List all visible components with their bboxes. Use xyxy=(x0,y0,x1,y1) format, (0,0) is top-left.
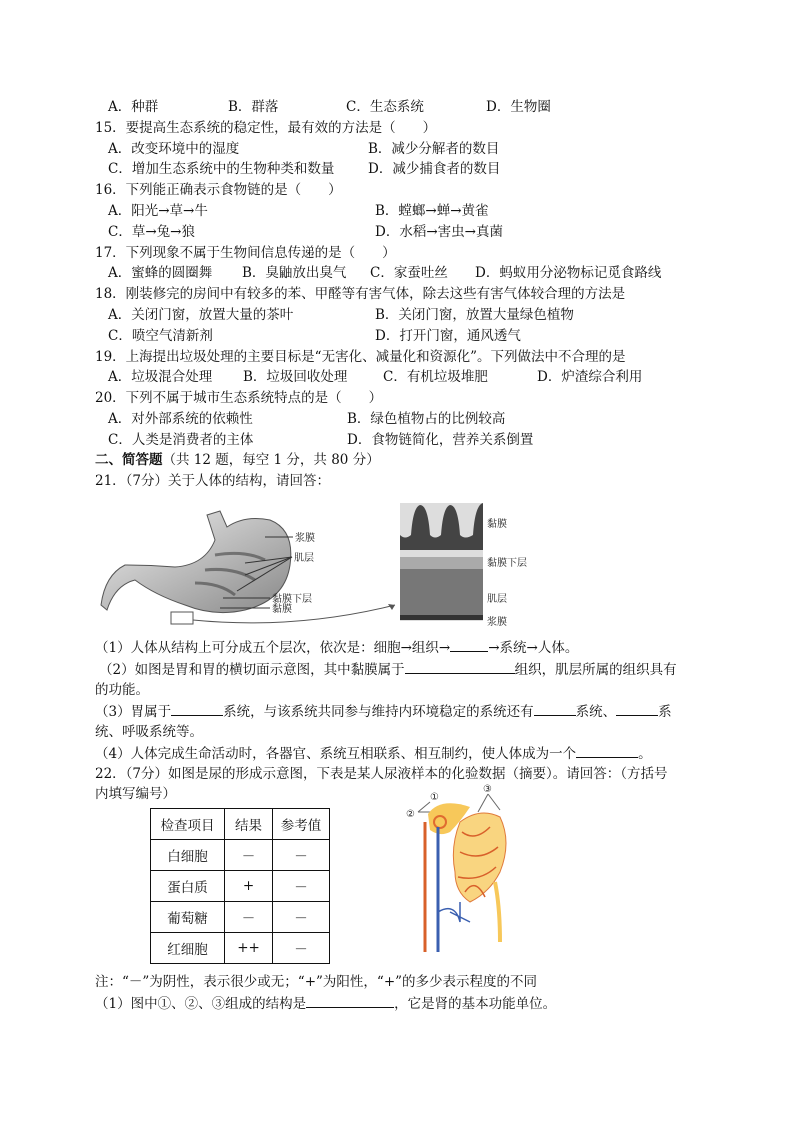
answer-blank[interactable] xyxy=(576,743,638,758)
q21-part2-cont: 的功能。 xyxy=(95,682,149,698)
q16-option-b: B．螳螂→蝉→黄雀 xyxy=(375,203,489,219)
q18-option-a: A．关闭门窗，放置大量的茶叶 xyxy=(108,307,294,323)
answer-blank[interactable] xyxy=(171,701,223,716)
cell-result: ++ xyxy=(225,933,273,964)
q15-option-b: B．减少分解者的数目 xyxy=(368,141,500,157)
table-row xyxy=(151,902,330,933)
q20-stem: 20．下列不属于城市生态系统特点的是（ ） xyxy=(95,390,383,406)
q22-stem-line2: 内填写编号） xyxy=(95,786,176,802)
stomach-figure xyxy=(95,495,545,630)
nephron-label-2: ② xyxy=(406,809,415,820)
q18-option-d: D．打开门窗，通风透气 xyxy=(375,328,521,344)
q21-part1 xyxy=(95,637,578,658)
q21-p2-text: （2）如图是胃和胃的横切面示意图，其中黏膜属于 xyxy=(99,662,405,678)
answer-blank[interactable] xyxy=(534,701,576,716)
q22-p1-text-end: ，它是肾的基本功能单位。 xyxy=(394,996,557,1012)
stomach-label-serosa: 浆膜 xyxy=(295,533,315,544)
cell-reference: － xyxy=(273,902,330,933)
q14-option-a: A．种群 xyxy=(108,99,159,115)
answer-blank[interactable] xyxy=(616,701,658,716)
q21-p2-text-end: 组织，肌层所属的组织具有 xyxy=(514,662,677,678)
q14-option-b: B．群落 xyxy=(228,99,279,115)
header-reference: 参考值 xyxy=(273,809,330,840)
q21-p1-text: （1）人体从结构上可分成五个层次，依次是：细胞→组织→ xyxy=(95,640,451,656)
tissue-label-serosa: 浆膜 xyxy=(487,617,507,628)
q19-option-b: B．垃圾回收处理 xyxy=(243,369,348,385)
q17-option-b: B．臭鼬放出臭气 xyxy=(242,265,347,281)
q22-p1-text: （1）图中①、②、③组成的结构是 xyxy=(95,996,307,1012)
q18-option-c: C．喷空气清新剂 xyxy=(108,328,213,344)
q16-option-c: C．草→兔→狼 xyxy=(108,224,195,240)
cell-result: + xyxy=(225,871,273,902)
q15-option-c: C．增加生态系统中的生物种类和数量 xyxy=(108,161,335,177)
header-item: 检查项目 xyxy=(151,809,225,840)
cell-item: 葡萄糖 xyxy=(151,902,225,933)
q19-option-c: C．有机垃圾堆肥 xyxy=(383,369,488,385)
q18-stem: 18．刚装修完的房间中有较多的苯、甲醛等有害气体，除去这些有害气体较合理的方法是 xyxy=(95,286,626,302)
q21-p3-text-end: 系 xyxy=(658,704,672,720)
section-heading xyxy=(95,450,380,470)
table-row xyxy=(151,933,330,964)
answer-blank[interactable] xyxy=(450,637,488,652)
q16-option-a: A．阳光→草→牛 xyxy=(108,203,208,219)
cell-item: 白细胞 xyxy=(151,840,225,871)
cell-reference: － xyxy=(273,840,330,871)
header-result: 结果 xyxy=(225,809,273,840)
q20-option-d: D．食物链简化，营养关系倒置 xyxy=(347,432,534,448)
stomach-label-mucosa: 黏膜 xyxy=(272,604,292,615)
cell-result: － xyxy=(225,840,273,871)
q20-option-c: C．人类是消费者的主体 xyxy=(108,432,254,448)
q15-option-d: D．减少捕食者的数目 xyxy=(368,161,501,177)
urine-test-table xyxy=(150,808,330,964)
cell-reference: － xyxy=(273,871,330,902)
tissue-label-mucosa: 黏膜 xyxy=(487,519,507,530)
nephron-label-3: ③ xyxy=(483,784,492,795)
cell-item: 蛋白质 xyxy=(151,871,225,902)
q21-part4 xyxy=(95,743,652,764)
q19-option-d: D．炉渣综合利用 xyxy=(537,369,643,385)
answer-blank[interactable] xyxy=(306,993,394,1008)
q21-p3-text-sys: 系统、 xyxy=(575,704,617,720)
tissue-label-muscle: 肌层 xyxy=(487,594,507,605)
q15-stem: 15．要提高生态系统的稳定性，最有效的方法是（ ） xyxy=(95,120,437,136)
q21-p4-text: （4）人体完成生命活动时，各器官、系统互相联系、相互制约，使人体成为一个 xyxy=(95,746,577,762)
q21-p3-text: （3）胃属于 xyxy=(95,704,172,720)
q21-part3 xyxy=(95,701,672,722)
q14-option-d: D．生物圈 xyxy=(486,99,551,115)
nephron-label-1: ① xyxy=(430,792,439,803)
stomach-label-submucosa: 黏膜下层 xyxy=(272,594,312,605)
section-title: 二、简答题 xyxy=(95,452,163,468)
q16-stem: 16．下列能正确表示食物链的是（ ） xyxy=(95,182,342,198)
q17-option-c: C．家蚕吐丝 xyxy=(370,265,448,281)
q20-option-b: B．绿色植物占的比例较高 xyxy=(347,411,506,427)
q17-stem: 17．下列现象不属于生物间信息传递的是（ ） xyxy=(95,245,396,261)
q16-option-d: D．水稻→害虫→真菌 xyxy=(375,224,503,240)
q22-table-note: 注：“－”为阴性，表示很少或无；“+”为阳性，“+”的多少表示程度的不同 xyxy=(95,974,538,990)
q17-option-a: A．蜜蜂的圆圈舞 xyxy=(108,265,213,281)
q17-option-d: D．蚂蚁用分泌物标记觅食路线 xyxy=(475,265,662,281)
q21-part3-cont: 统、呼吸系统等。 xyxy=(95,724,203,740)
q21-p1-text-end: →系统→人体。 xyxy=(488,640,579,656)
answer-blank[interactable] xyxy=(405,659,515,674)
q21-p4-text-end: 。 xyxy=(638,746,652,762)
table-header-row xyxy=(151,809,330,840)
cell-result: － xyxy=(225,902,273,933)
cell-reference: － xyxy=(273,933,330,964)
q21-p3-text-mid: 系统，与该系统共同参与维持内环境稳定的系统还有 xyxy=(223,704,534,720)
cell-item: 红细胞 xyxy=(151,933,225,964)
nephron-figure xyxy=(400,782,520,962)
tissue-label-submucosa: 黏膜下层 xyxy=(487,558,527,569)
q20-option-a: A．对外部系统的依赖性 xyxy=(108,411,253,427)
q21-stem: 21．（7分）关于人体的结构，请回答： xyxy=(95,473,331,489)
table-row xyxy=(151,871,330,902)
q19-option-a: A．垃圾混合处理 xyxy=(108,369,213,385)
stomach-label-muscle: 肌层 xyxy=(294,553,314,564)
q14-option-c: C．生态系统 xyxy=(346,99,424,115)
q22-stem-line1: 22．（7分）如图是尿的形成示意图，下表是某人尿液样本的化验数据（摘要）。请回答：（方括号 xyxy=(95,766,668,782)
section-note: （共 12 题，每空 1 分，共 80 分） xyxy=(162,452,380,468)
q22-part1 xyxy=(95,993,556,1014)
q15-option-a: A．改变环境中的湿度 xyxy=(108,141,240,157)
q19-stem: 19．上海提出垃圾处理的主要目标是“无害化、减量化和资源化”。下列做法中不合理的是 xyxy=(95,349,626,365)
table-row xyxy=(151,840,330,871)
q18-option-b: B．关闭门窗，放置大量绿色植物 xyxy=(375,307,574,323)
q21-part2 xyxy=(99,659,677,680)
